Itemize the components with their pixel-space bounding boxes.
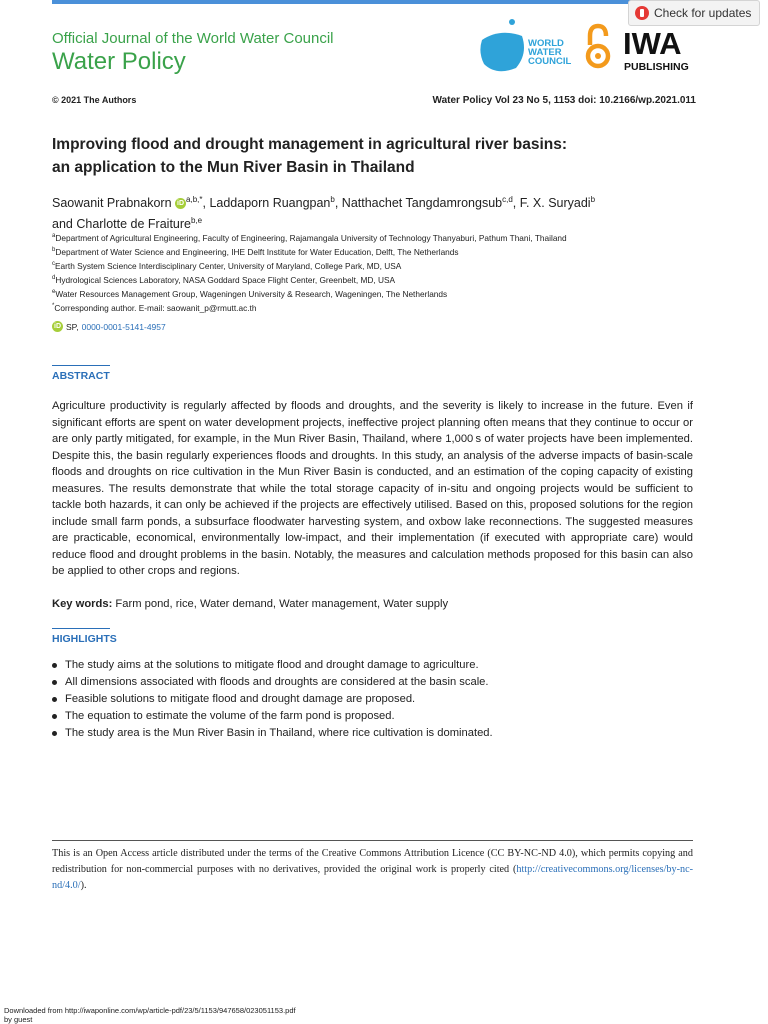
keywords	[52, 598, 448, 610]
licence-link[interactable]: http://creativecommons.org/licenses/by-nc-nd/4.0/	[52, 864, 693, 891]
author-list: Saowanit Prabnakorn iD $^{a,b,*}$, Laddaporn Ruangpan$^b$, Natthachet Tangdamrongsub$^{c,d}$, F. X. Suryadi$^b$ and Charlotte de Fraiture$^{b,e}$	[52, 195, 596, 232]
wwc-logo-text-3: COUNCIL	[528, 56, 572, 67]
author-affil-sup: a,b,*	[186, 195, 203, 204]
open-access-icon	[588, 26, 608, 66]
check-updates-label: Check for updates	[654, 6, 752, 20]
wwc-logo-text-1: WORLD	[528, 38, 564, 49]
author-name[interactable]: F. X. Suryadi	[519, 196, 591, 211]
author-name[interactable]: Saowanit Prabnakorn	[52, 196, 172, 211]
author-name[interactable]: Natthachet Tangdamrongsub	[341, 196, 503, 211]
orcid-link[interactable]: 0000-0001-5141-4957	[81, 321, 166, 332]
abstract-text: Agriculture productivity is regularly affected by floods and droughts, and the severity is likely to increase in the future. Even if significant efforts are spent on water development projects, ineffective project planning often means that they continue to occur or are only partly mitigated, for example, in the Mun River Basin, Thailand, where 1,000 s of water projects have been implemented. Despite this, the basin regularly experiences floods and droughts. In this study, an analysis of the adverse impacts of basin-scale floods and droughts on rice cultivation in the Mun River Basin is conducted, and an estimation of the coping capacity of existing measures. The results demonstrate that while the total storage capacity of in-situ and ongoing projects would be sufficient to tackle both hazards, it can only be achieved if the projects are effectively utilised. Based on this, proposed solutions for the region include small farm ponds, a subsurface floodwater harvesting system, and oxbow lake reconnections. The suggested measures are practicable, economical, environmentally low-impact, and their implementation (if executed with appropriate care) would reduce flood and drought problems in the basin. Notably, the measures and calculation methods proposed for this basin can also be applied to other crops and regions.	[52, 400, 693, 577]
download-note	[4, 1007, 296, 1024]
keywords-label: Key words:	[52, 598, 113, 610]
highlight-item: Feasible solutions to mitigate flood and drought damage are proposed.	[52, 691, 692, 708]
world-water-council-logo	[480, 19, 571, 71]
affiliation-item: $^d$Hydrological Sciences Laboratory, NASA Goddard Space Flight Center, Greenbelt, MD, USA	[52, 274, 396, 285]
licence-text: This is an Open Access article distributed under the terms of the Creative Commons Attribution Licence (CC BY-NC-ND 4.0), which permits copying and redistribution for non-commercial purposes with no derivatives, provided the original work is properly cited (	[52, 848, 693, 875]
affiliation-item: $^c$Earth System Science Interdisciplinary Center, University of Maryland, College Park, MD, USA	[52, 260, 402, 271]
article-title-line-1: Improving flood and drought management in agricultural river basins:	[52, 136, 568, 153]
wwc-logo-text-2: WATER	[528, 47, 562, 58]
footer-rule	[52, 840, 693, 841]
orcid-initials: SP,	[66, 321, 79, 332]
author-affil-sup: b	[330, 195, 335, 204]
orcid-icon: iD	[54, 323, 61, 330]
journal-affiliation: Official Journal of the World Water Council	[52, 30, 334, 47]
highlights-list	[52, 657, 692, 742]
download-by: by guest	[4, 1014, 33, 1024]
iwa-publishing-logo	[623, 26, 689, 73]
highlight-item: The equation to estimate the volume of the farm pond is proposed.	[52, 708, 692, 725]
highlight-item: The study aims at the solutions to mitigate flood and drought damage to agriculture.	[52, 657, 692, 674]
licence-end: ).	[80, 880, 87, 891]
affiliations	[52, 230, 702, 314]
corresponding-author: *Corresponding author. E-mail: saowanit_p@rmutt.ac.th	[52, 303, 257, 314]
iwa-logo-text: IWA	[623, 26, 682, 61]
author-and: and	[52, 217, 73, 232]
author-affil-sup: b,e	[190, 216, 203, 226]
article-title-line-2: an application to the Mun River Basin in Thailand	[52, 159, 415, 176]
abstract-rule	[52, 365, 110, 366]
highlight-item: The study area is the Mun River Basin in Thailand, where rice cultivation is dominated.	[52, 725, 692, 742]
author-affil-sup: b	[590, 195, 596, 204]
abstract-heading: ABSTRACT	[52, 370, 110, 382]
publisher-logos	[476, 14, 696, 76]
author-affil-sup: c,d	[502, 195, 513, 204]
affiliation-item: $^a$Department of Agricultural Engineering, Faculty of Engineering, Rajamangala University of Technology Thanyaburi, Pathum Thani, Thailand	[52, 232, 567, 243]
keywords-list: Farm pond, rice, Water demand, Water management, Water supply	[115, 598, 449, 610]
affiliation-item: $^b$Department of Water Science and Engineering, IHE Delft Institute for Water Education, Delft, The Netherlands	[52, 246, 459, 257]
orcid-icon[interactable]: iD	[177, 200, 185, 208]
journal-title: Water Policy	[52, 48, 186, 75]
highlight-item: All dimensions associated with floods and droughts are considered at the basin scale.	[52, 674, 692, 691]
download-url: Downloaded from http://iwaponline.com/wp/article-pdf/23/5/1153/947658/023051153.pdf	[4, 1006, 296, 1015]
publishing-logo-text: PUBLISHING	[624, 61, 689, 73]
highlights-heading: HIGHLIGHTS	[52, 633, 117, 645]
copyright: © 2021 The Authors	[52, 95, 137, 105]
author-name[interactable]: Charlotte de Fraiture	[76, 217, 191, 232]
author-name[interactable]: Laddaporn Ruangpan	[209, 196, 331, 211]
citation: Water Policy Vol 23 No 5, 1153 doi: 10.2166/wp.2021.011	[432, 95, 696, 106]
article-title	[52, 133, 692, 179]
orcid-line	[52, 321, 166, 332]
highlights-rule	[52, 628, 110, 629]
affiliation-item: $^e$Water Resources Management Group, Wageningen University & Research, Wageningen, The Netherlands	[52, 289, 448, 300]
licence-notice	[52, 846, 693, 894]
top-accent-bar	[52, 0, 692, 4]
